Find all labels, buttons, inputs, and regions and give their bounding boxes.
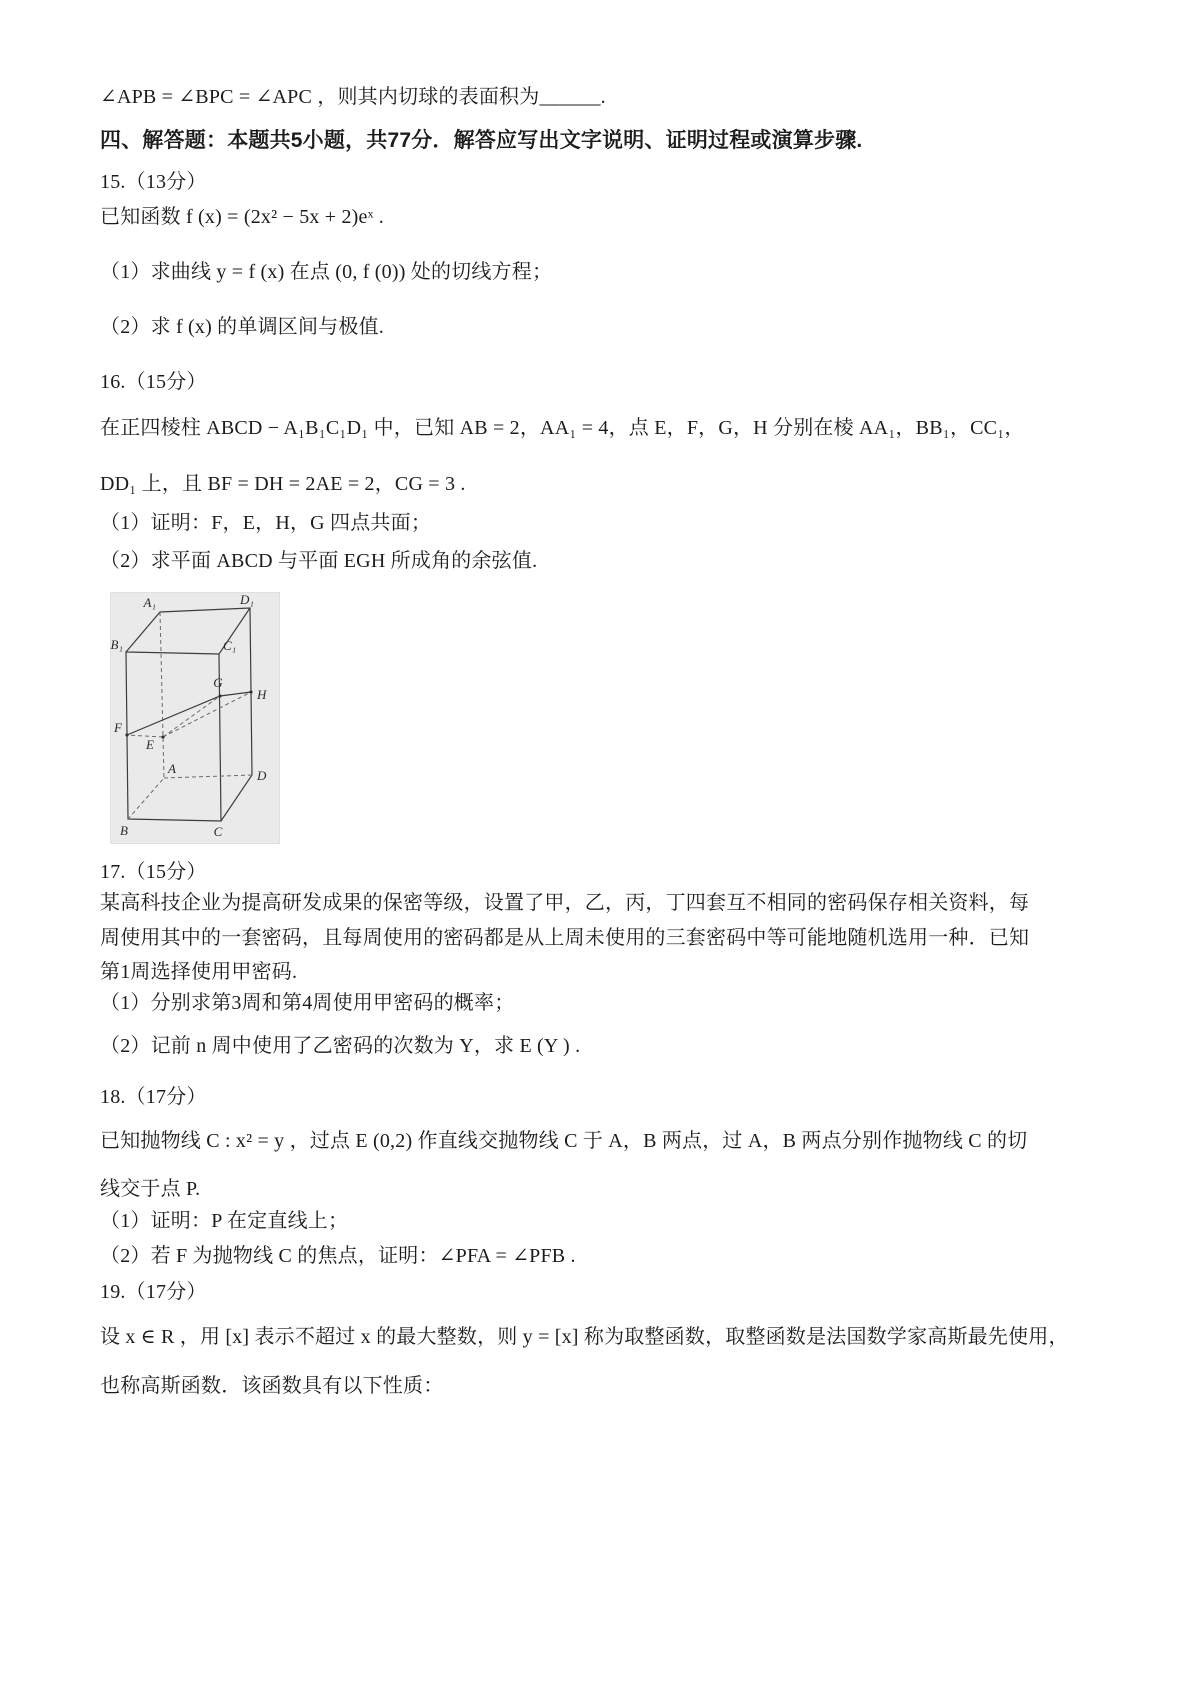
- q19-line1: 设 x ∈ R ，用 [x] 表示不超过 x 的最大整数，则 y = [x] 称为取整函数，取整函数是法国数学家高斯最先使用，: [100, 1326, 1069, 1348]
- q18-number: 18.（17分）: [100, 1086, 207, 1108]
- q16-figure: [110, 592, 280, 844]
- vertex-label-A1: A₁: [143, 595, 156, 610]
- prism-diagram: [110, 592, 280, 844]
- q17-number: 17.（15分）: [100, 861, 207, 883]
- q16-line2: DD₁ 上，且 BF = DH = 2AE = 2，CG = 3 .: [100, 473, 466, 495]
- q15-intro: 已知函数 f (x) = (2x² − 5x + 2)eˣ .: [100, 206, 384, 228]
- q16-line1: 在正四棱柱 ABCD − A₁B₁C₁D₁ 中，已知 AB = 2，AA₁ = 4，点 E，F，G，H 分别在棱 AA₁，BB₁，CC₁，: [100, 417, 1025, 439]
- q18-line1: 已知抛物线 C : x² = y ，过点 E (0,2) 作直线交抛物线 C 于 A，B 两点，过 A，B 两点分别作抛物线 C 的切: [100, 1130, 1028, 1152]
- vertex-label-D: D: [257, 768, 267, 783]
- q17-line3: 第1周选择使用甲密码.: [100, 961, 298, 983]
- point-dots: [125, 690, 252, 738]
- vertex-label-B: B: [120, 823, 128, 838]
- section-quad-hidden: [127, 692, 251, 737]
- q15-part2: （2）求 f (x) 的单调区间与极值.: [100, 316, 384, 338]
- section-quad-solid: [127, 692, 251, 735]
- vertex-label-C1: C₁: [223, 638, 237, 653]
- q17-line1: 某高科技企业为提高研发成果的保密等级，设置了甲，乙，丙，丁四套互不相同的密码保存相关资料，每: [100, 892, 1030, 914]
- q15-part1: （1）求曲线 y = f (x) 在点 (0, f (0)) 处的切线方程；: [100, 261, 553, 283]
- q16-part1: （1）证明：F，E，H，G 四点共面；: [100, 512, 432, 534]
- vertex-label-H: H: [257, 687, 267, 702]
- q16-part2: （2）求平面 ABCD 与平面 EGH 所成角的余弦值.: [100, 550, 538, 572]
- point-E-dot: [161, 735, 164, 738]
- q17-part1: （1）分别求第3周和第4周使用甲密码的概率；: [100, 992, 515, 1014]
- q15-number: 15.（13分）: [100, 171, 207, 193]
- q19-line2: 也称高斯函数．该函数具有以下性质：: [100, 1375, 444, 1397]
- vertex-label-A: A: [168, 761, 176, 776]
- section-header: 四、解答题：本题共5小题，共77分．解答应写出文字说明、证明过程或演算步骤.: [100, 129, 863, 152]
- q18-line2: 线交于点 P.: [100, 1178, 201, 1200]
- q17-part2: （2）记前 n 周中使用了乙密码的次数为 Y，求 E (Y ) .: [100, 1035, 581, 1057]
- vertex-label-D1: D₁: [240, 592, 254, 607]
- point-G-dot: [218, 694, 221, 697]
- q17-line2: 周使用其中的一套密码，且每周使用的密码都是从上周未使用的三套密码中等可能地随机选用一种．已知: [100, 927, 1030, 949]
- q18-part1: （1）证明：P 在定直线上；: [100, 1210, 349, 1232]
- leading-line: ∠APB = ∠BPC = ∠APC ，则其内切球的表面积为______.: [100, 86, 606, 108]
- vertex-label-G: G: [213, 675, 223, 690]
- vertex-label-B1: B₁: [110, 637, 123, 652]
- vertex-label-C: C: [213, 824, 223, 839]
- point-F-dot: [125, 733, 128, 736]
- q16-number: 16.（15分）: [100, 371, 207, 393]
- vertex-label-E: E: [146, 737, 154, 752]
- vertex-label-F: F: [114, 720, 122, 735]
- point-H-dot: [249, 690, 252, 693]
- q19-number: 19.（17分）: [100, 1281, 207, 1303]
- q18-part2: （2）若 F 为抛物线 C 的焦点，证明：∠PFA = ∠PFB .: [100, 1245, 576, 1267]
